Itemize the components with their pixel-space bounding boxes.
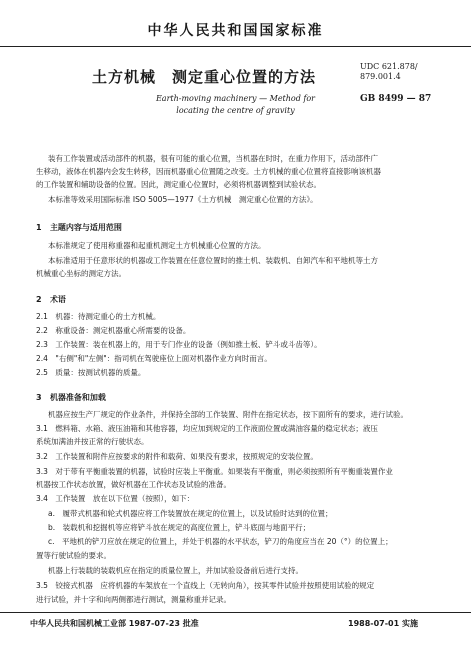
english-title-line-1: Earth-moving machinery — Method for <box>155 94 316 103</box>
clause-3-4: 3.4 工作装置 放在以下位置（按照），如下： <box>36 494 195 503</box>
clause-3-2: 3.2 工作装置和附件应按要求的附件和载荷、如果没有要求，按照规定的安装位置。 <box>36 452 318 461</box>
clause-3-3-line-1: 3.3 对于带有平衡重装置的机器，试验时应装上平衡重。如果装有平衡重，则必须按照所有平衡重装置作业 <box>36 467 393 476</box>
term-2-2: 2.2 称重设备：测定机器重心所需要的设备。 <box>36 326 191 335</box>
intro-paragraph-line-1: 装有工作装置或活动部件的机器，很有可能的重心位置，当机器在时时，在重力作用下，活动部件广 <box>48 154 378 163</box>
section-1-line-1: 本标准规定了使用称重器和起重机测定土方机械重心位置的方法。 <box>48 241 266 250</box>
term-2-1: 2.1 机器：待测定重心的土方机械。 <box>36 312 161 321</box>
clause-3-5-line-2: 进行试验，并十字和向两侧都进行测试，测量称重并记录。 <box>36 595 231 604</box>
approval-statement: 中华人民共和国机械工业部 1987-07-23 批准 <box>30 619 199 628</box>
english-title-line-2: locating the centre of gravity <box>176 106 295 115</box>
section-1-line-3: 机械重心坐标的测定方法。 <box>36 269 126 278</box>
udc-line-2: 879.001.4 <box>360 72 401 81</box>
header-rule <box>0 46 471 47</box>
section-3-title: 机器准备和加载 <box>49 393 106 402</box>
section-2-heading <box>36 294 66 305</box>
clause-3-5-line-1: 3.5 铰接式机器 应将机器的车架放在一个直线上（无转向角），按其零件试验并按照使用试验的规定 <box>36 581 375 590</box>
section-1-heading <box>36 222 122 233</box>
term-2-4: 2.4 "右侧"和"左侧"：指司机在驾驶座位上面对机器作业方向时而言。 <box>36 354 272 363</box>
udc-line-1: UDC 621.878/ <box>360 62 418 71</box>
section-2-title: 术语 <box>49 295 66 304</box>
term-2-5: 2.5 质量：按测试机器的质量。 <box>36 368 146 377</box>
intro-adoption-note: 本标准等效采用国际标准 ISO 5005—1977《土方机械 测定重心位置的方法》。 <box>48 195 318 204</box>
intro-paragraph-line-2: 生移动，液体在机器内会发生转移，因而机器重心位置随之改变。土方机械的重心位置将直接影响该机器 <box>36 167 381 176</box>
section-3-number: 3 <box>36 393 42 402</box>
section-1-number: 1 <box>36 223 42 232</box>
gb-number: GB 8499 — 87 <box>360 94 432 104</box>
clause-3-1-line-1: 3.1 燃料箱、水箱、液压油箱和其他容器，均应加到规定的工作液面位置或满油容量的稳定状态；液压 <box>36 424 378 433</box>
footer-rule <box>0 612 471 613</box>
list-item-continuation: 置等行驶试验的要求。 <box>36 551 111 560</box>
udc-code <box>360 62 418 82</box>
document-title: 土方机械 测定重心位置的方法 <box>92 68 317 86</box>
intro-paragraph-line-3: 的工作装置和辅助设备的位置。因此，测定重心位置时，必须将机器调整到试验状态。 <box>36 180 321 189</box>
section-2-number: 2 <box>36 295 42 304</box>
clause-3-1-line-2: 系统加满油并按正常的行驶状态。 <box>36 437 149 446</box>
section-3-intro: 机器应按生产厂规定的作业条件，并保持全部的工作装置、附件在指定状态，按下面所有的要求，进行试验。 <box>48 410 408 419</box>
list-item: c. 平地机的铲刀应放在规定的位置上，并处于机器的水平状态，铲刀的角度应当在 20（°）的位置上； <box>48 537 393 546</box>
standard-org-header: 中华人民共和国国家标准 <box>147 23 324 39</box>
section-1-line-2: 本标准适用于任意形状的机器或工作装置在任意位置时的推土机、装载机、自卸汽车和平地机等土方 <box>48 256 378 265</box>
implementation-date: 1988-07-01 实施 <box>348 619 418 628</box>
section-1-title: 主题内容与适用范围 <box>49 223 122 232</box>
term-2-3: 2.3 工作装置：装在机器上的，用于专门作业的设备（例如推土板、铲斗或斗齿等）。 <box>36 340 322 349</box>
list-item: b. 装载机和挖掘机等应将铲斗放在规定的高度位置上，铲斗底面与地面平行； <box>48 523 311 532</box>
clause-3-3-line-2: 机器按工作状态放置，做好机器在工作状态及试验的准备。 <box>36 480 231 489</box>
list-item: a. 履带式机器和轮式机器应将工作装置放在规定的位置上，以及试验时达到的位置； <box>48 509 333 518</box>
loading-note: 机器上行装载的装载机应在指定的质量位置上，并加试验设备前后进行支持。 <box>48 566 303 575</box>
section-3-heading <box>36 392 106 403</box>
